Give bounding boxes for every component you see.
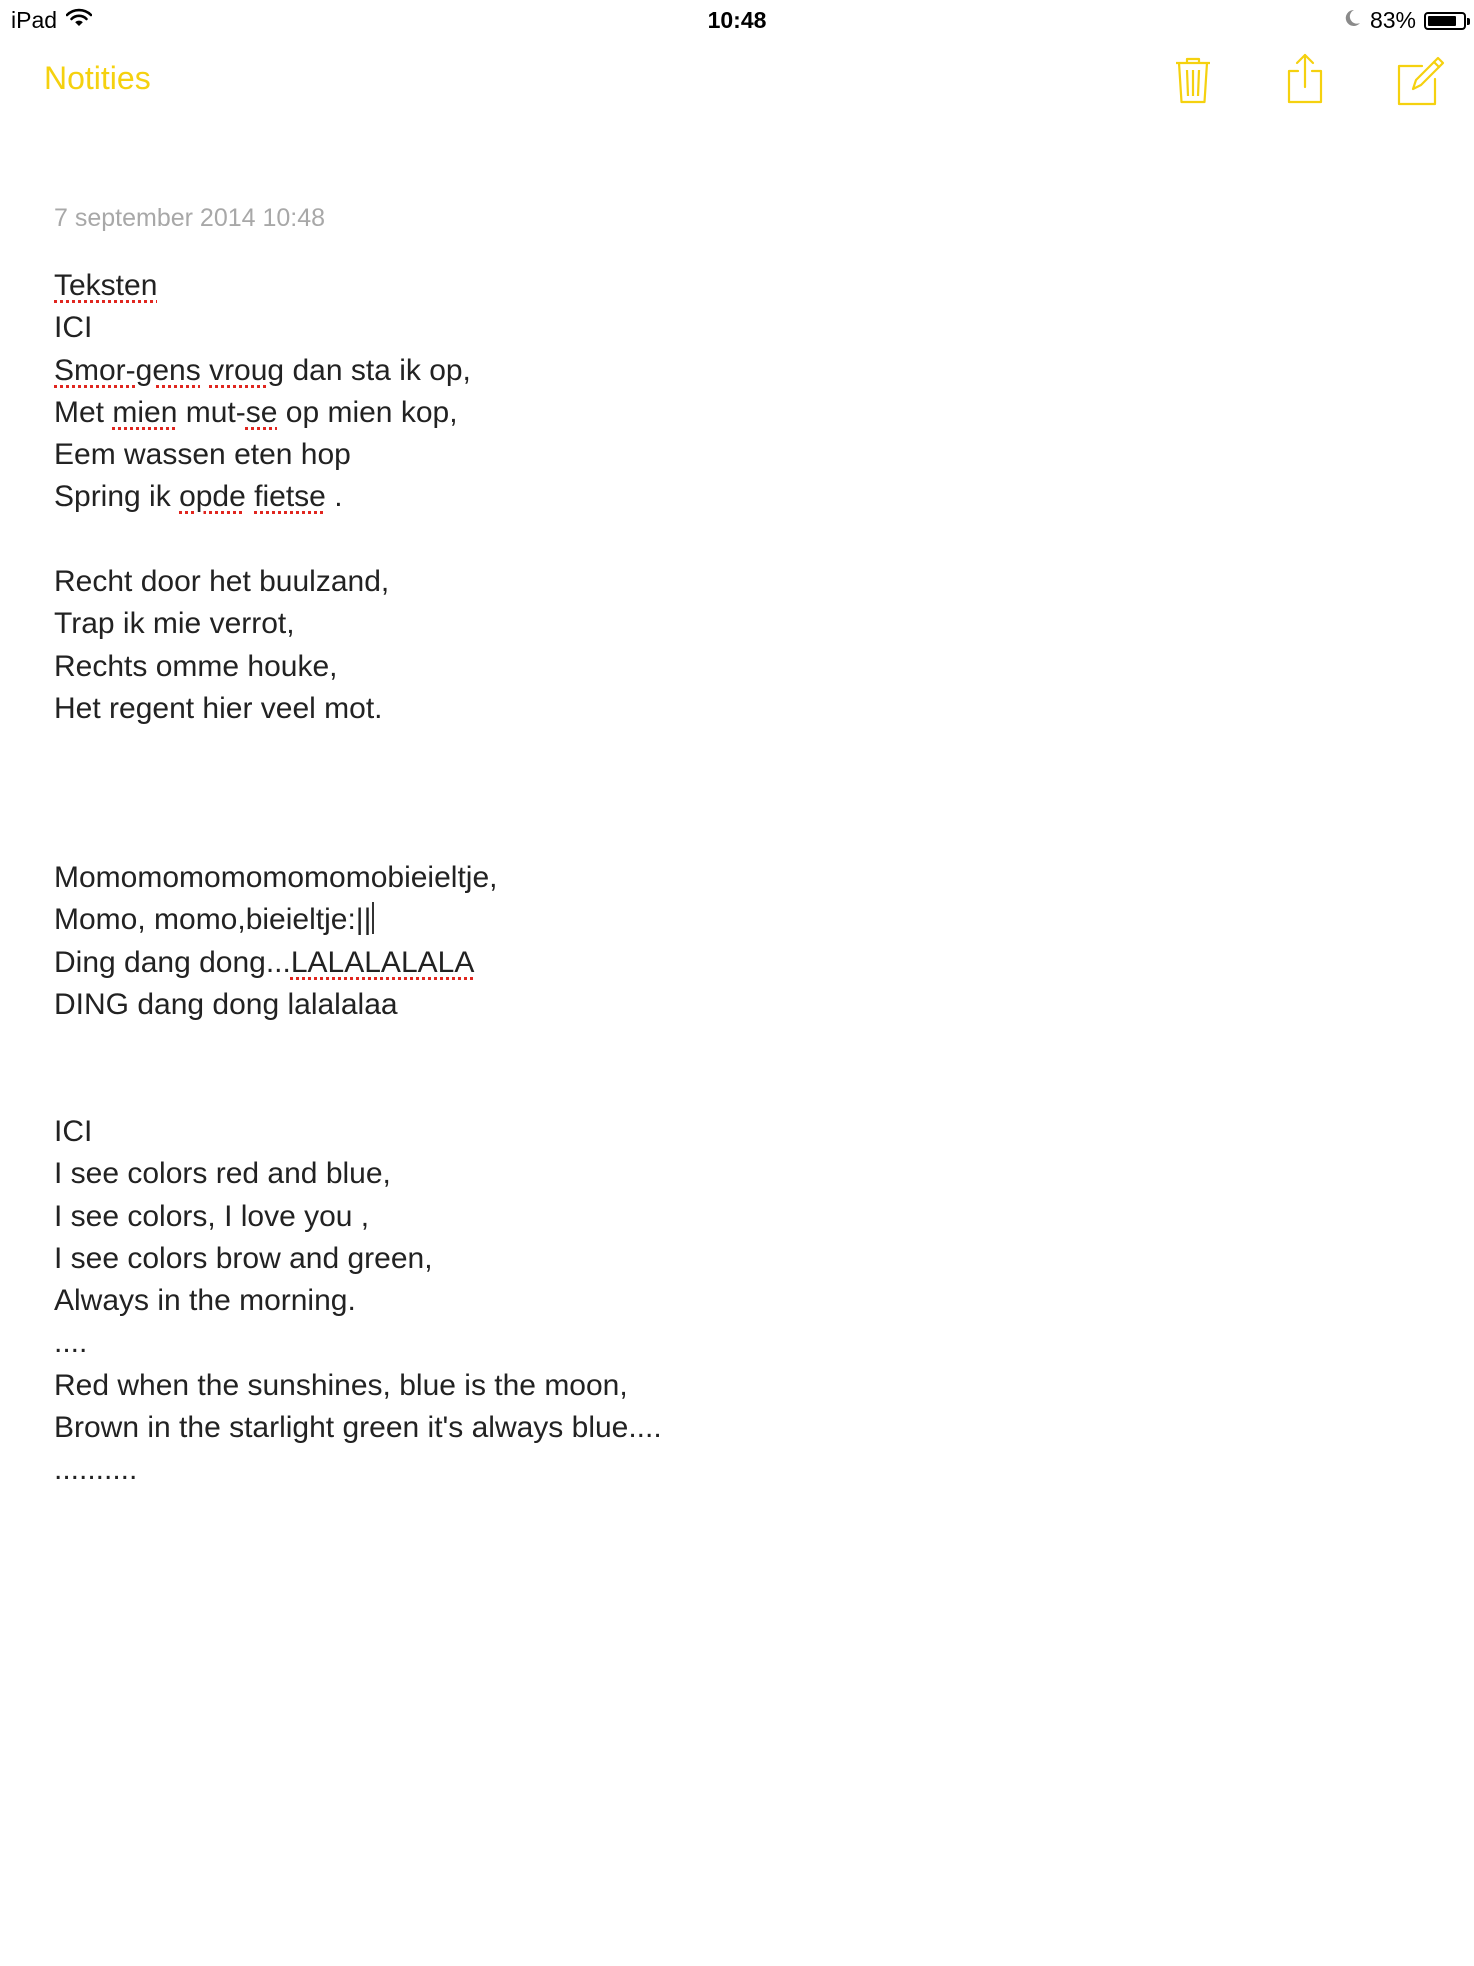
note-line xyxy=(54,350,1434,392)
note-text-segment: Het regent hier veel mot. xyxy=(54,691,383,725)
note-text-segment: Rechts omme houke, xyxy=(54,649,338,683)
back-to-notes-button[interactable]: Notities xyxy=(44,60,151,96)
note-date: 7 september 2014 10:48 xyxy=(54,204,326,232)
note-text-segment: Momo, momo,bieieltje:|| xyxy=(54,903,372,937)
note-line xyxy=(54,519,1434,561)
note-text-segment: dan sta ik op, xyxy=(284,353,471,387)
note-line xyxy=(54,984,1434,1026)
note-line xyxy=(54,1407,1434,1449)
note-text-segment: I see colors red and blue, xyxy=(54,1157,391,1191)
misspelled-word: Smor-gens xyxy=(54,353,201,387)
text-cursor xyxy=(372,902,374,934)
status-bar xyxy=(0,0,1474,40)
note-line xyxy=(54,1111,1434,1153)
note-line xyxy=(54,561,1434,603)
note-text-area[interactable] xyxy=(54,265,1434,1492)
note-text-segment: ICI xyxy=(54,311,93,345)
share-icon[interactable] xyxy=(1277,52,1333,108)
note-line xyxy=(54,1196,1434,1238)
device-label: iPad xyxy=(11,7,58,33)
note-line xyxy=(54,1069,1434,1111)
misspelled-word: mien xyxy=(112,395,178,429)
note-line xyxy=(54,1026,1434,1068)
battery-percentage: 83% xyxy=(1369,7,1416,33)
note-line xyxy=(54,392,1434,434)
note-line xyxy=(54,476,1434,518)
battery-icon xyxy=(1424,12,1466,30)
status-time: 10:48 xyxy=(707,7,767,33)
note-text-segment: Spring ik xyxy=(54,480,180,514)
note-text-segment xyxy=(246,480,254,513)
note-text-segment: ICI xyxy=(54,1114,93,1148)
note-line xyxy=(54,815,1434,857)
note-line xyxy=(54,265,1434,307)
note-text-segment: Met xyxy=(54,395,113,429)
note-line xyxy=(54,434,1434,476)
note-line xyxy=(54,773,1434,815)
note-line xyxy=(54,857,1434,899)
note-line xyxy=(54,307,1434,349)
note-text-segment: Ding dang dong... xyxy=(54,945,291,979)
note-text-segment: Recht door het buulzand, xyxy=(54,565,390,599)
note-text-segment: I see colors, I love you , xyxy=(54,1199,370,1233)
note-line xyxy=(54,899,1434,941)
note-line xyxy=(54,1153,1434,1195)
battery-tip xyxy=(1467,18,1470,25)
note-line xyxy=(54,942,1434,984)
note-text-segment: .......... xyxy=(54,1453,138,1487)
battery-fill xyxy=(1428,16,1456,26)
misspelled-word: vroug xyxy=(209,353,285,387)
note-line xyxy=(54,603,1434,645)
misspelled-word: LALALALALA xyxy=(290,945,475,979)
note-text-segment: I see colors brow and green, xyxy=(54,1241,433,1275)
note-line xyxy=(54,1365,1434,1407)
note-text-segment: Momomomomomomomobieieltje, xyxy=(54,861,498,895)
note-text-segment: Brown in the starlight green it's always blue.... xyxy=(54,1411,662,1445)
note-text-segment: Always in the morning. xyxy=(54,1284,356,1318)
note-line xyxy=(54,730,1434,772)
note-text-segment: Eem wassen eten hop xyxy=(54,438,351,472)
note-text-segment: .... xyxy=(54,1326,88,1360)
compose-icon[interactable] xyxy=(1389,52,1445,108)
note-text-segment: Red when the sunshines, blue is the moon, xyxy=(54,1368,628,1402)
note-text-segment: op mien kop, xyxy=(277,395,458,429)
moon-icon xyxy=(1342,7,1362,34)
misspelled-word: opde xyxy=(179,480,246,514)
misspelled-word: se xyxy=(245,395,278,429)
note-text-segment: mut- xyxy=(177,395,246,429)
note-text-segment xyxy=(201,354,209,387)
note-text-segment: . xyxy=(325,480,343,514)
misspelled-word: Teksten xyxy=(54,269,158,302)
status-right xyxy=(1342,7,1466,34)
note-text-segment: DING dang dong lalalalaa xyxy=(54,988,398,1022)
note-line xyxy=(54,1280,1434,1322)
note-line xyxy=(54,1238,1434,1280)
note-line xyxy=(54,688,1434,730)
note-line xyxy=(54,1322,1434,1364)
trash-icon[interactable] xyxy=(1165,52,1221,108)
note-line xyxy=(54,1449,1434,1491)
nav-bar xyxy=(0,40,1474,120)
misspelled-word: fietse xyxy=(254,480,326,514)
note-line xyxy=(54,646,1434,688)
note-text-segment: Trap ik mie verrot, xyxy=(54,607,295,641)
